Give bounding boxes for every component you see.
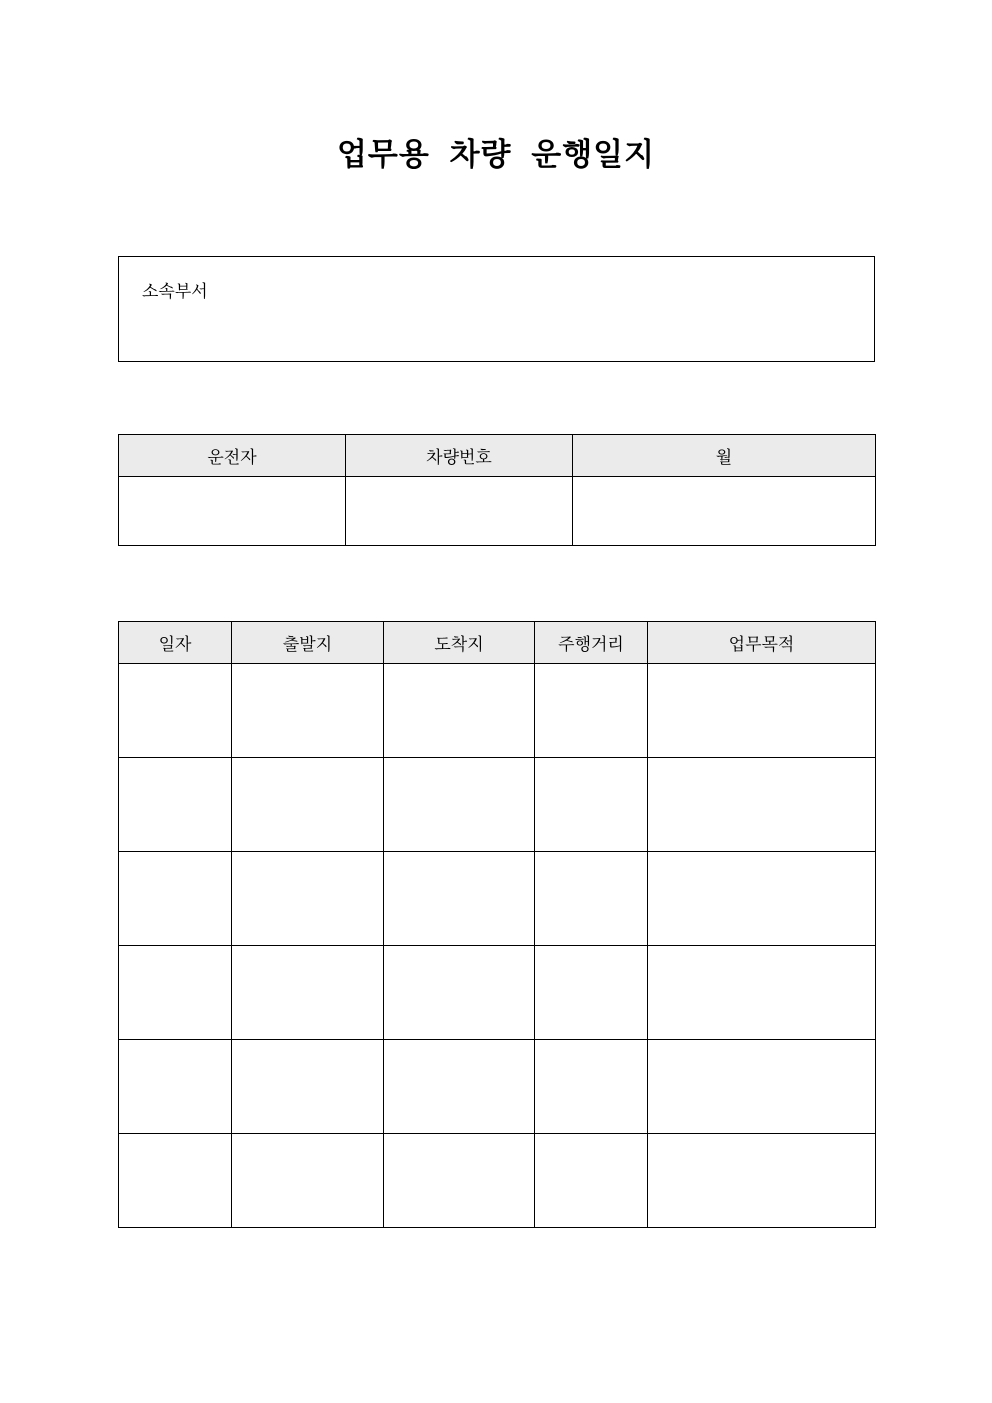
table-row [119,1134,876,1228]
header-departure: 출발지 [232,622,384,664]
vehicle-number-field[interactable] [346,477,573,546]
destination-cell[interactable] [384,758,535,852]
destination-cell[interactable] [384,946,535,1040]
distance-cell[interactable] [535,758,648,852]
header-driver: 운전자 [119,435,346,477]
header-month: 월 [573,435,876,477]
departure-cell[interactable] [232,1134,384,1228]
destination-cell[interactable] [384,664,535,758]
table-row [119,664,876,758]
department-label: 소속부서 [142,282,208,302]
distance-cell[interactable] [535,664,648,758]
departure-cell[interactable] [232,1040,384,1134]
date-cell[interactable] [119,758,232,852]
purpose-cell[interactable] [648,664,876,758]
distance-cell[interactable] [535,1040,648,1134]
month-field[interactable] [573,477,876,546]
purpose-cell[interactable] [648,852,876,946]
header-destination: 도착지 [384,622,535,664]
header-vehicle-number: 차량번호 [346,435,573,477]
destination-cell[interactable] [384,1134,535,1228]
date-cell[interactable] [119,664,232,758]
table-row [119,758,876,852]
distance-cell[interactable] [535,852,648,946]
distance-cell[interactable] [535,946,648,1040]
purpose-cell[interactable] [648,1040,876,1134]
purpose-cell[interactable] [648,758,876,852]
departure-cell[interactable] [232,758,384,852]
date-cell[interactable] [119,852,232,946]
date-cell[interactable] [119,1134,232,1228]
header-purpose: 업무목적 [648,622,876,664]
table-row [119,1040,876,1134]
header-date: 일자 [119,622,232,664]
department-box[interactable] [118,256,875,362]
date-cell[interactable] [119,1040,232,1134]
destination-cell[interactable] [384,1040,535,1134]
info-input-row [119,477,876,546]
log-header-row [119,622,876,664]
date-cell[interactable] [119,946,232,1040]
header-distance: 주행거리 [535,622,648,664]
purpose-cell[interactable] [648,1134,876,1228]
table-row [119,852,876,946]
destination-cell[interactable] [384,852,535,946]
distance-cell[interactable] [535,1134,648,1228]
departure-cell[interactable] [232,852,384,946]
departure-cell[interactable] [232,946,384,1040]
driver-info-table [118,434,876,546]
departure-cell[interactable] [232,664,384,758]
info-header-row [119,435,876,477]
trip-log-table [118,621,876,1228]
purpose-cell[interactable] [648,946,876,1040]
page-title: 업무용 차량 운행일지 [336,137,656,173]
driver-field[interactable] [119,477,346,546]
table-row [119,946,876,1040]
